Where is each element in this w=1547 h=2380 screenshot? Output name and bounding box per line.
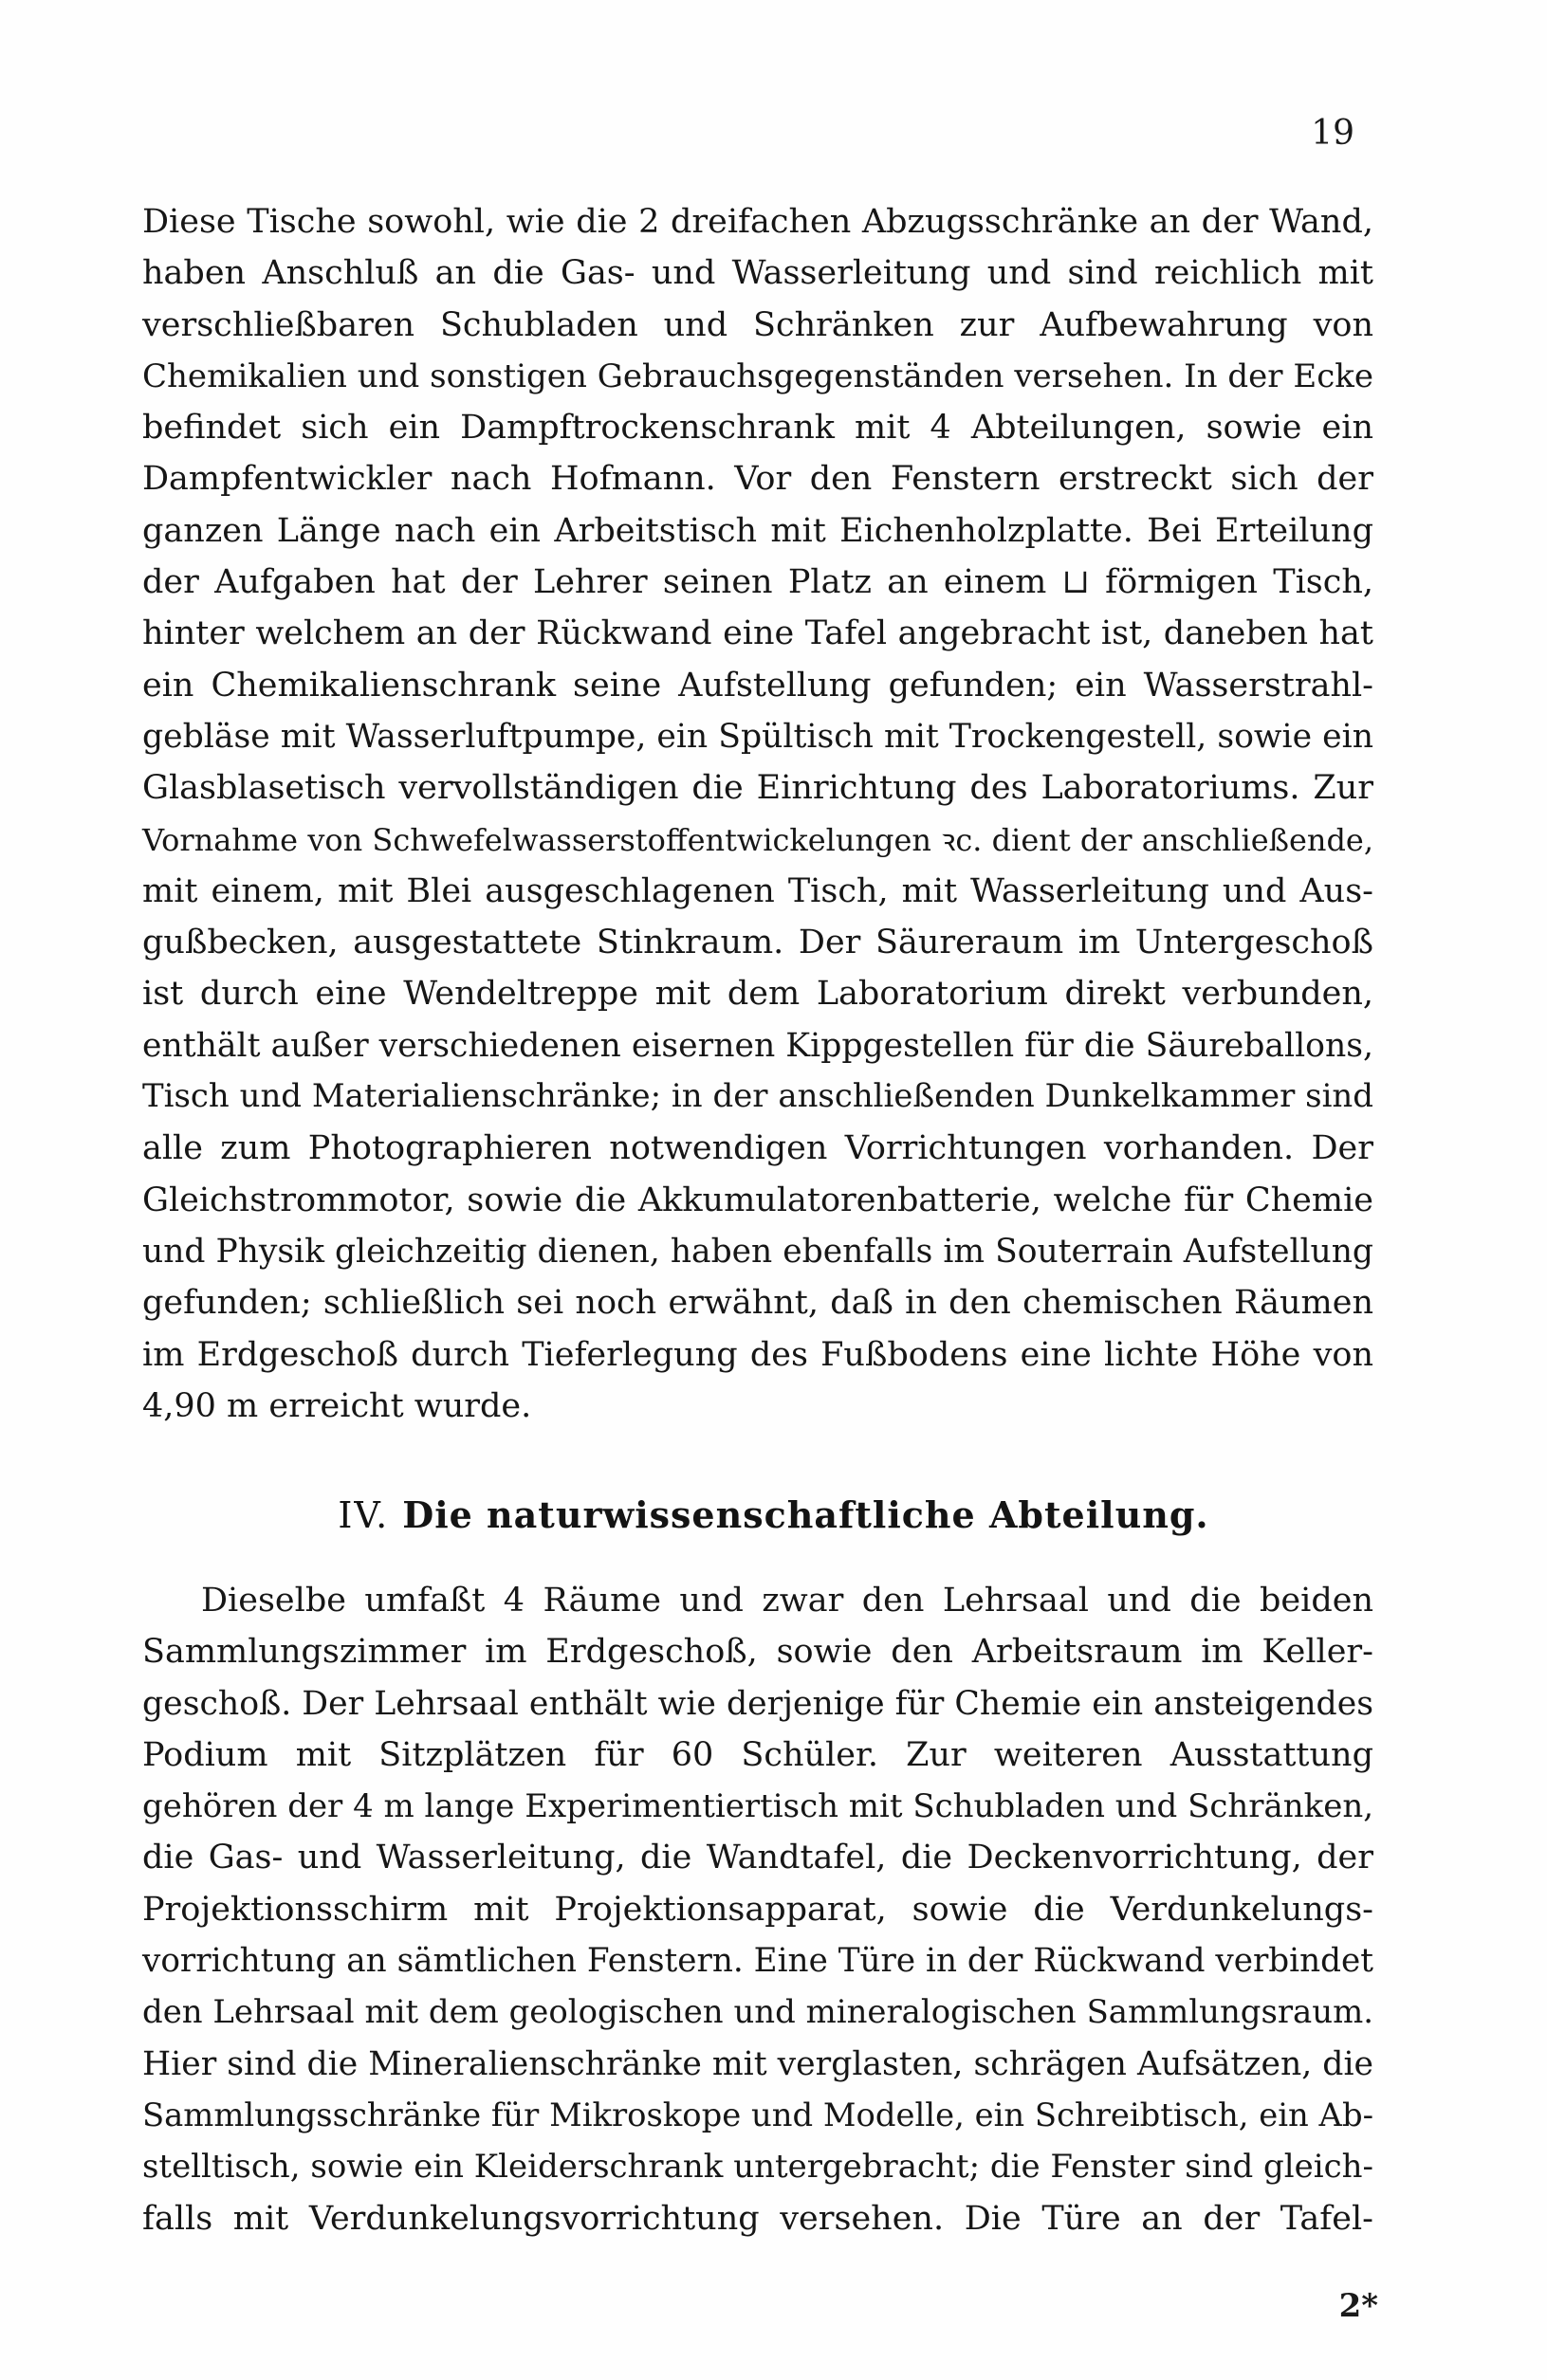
section-title: Die naturwissenschaftliche Abteilung. [402, 1493, 1209, 1536]
signature-mark: 2* [1338, 2287, 1378, 2325]
section-heading [0, 1493, 1547, 1536]
text-line: ein Chemikalienschrank seine Aufstellung gefunden; ein Wasserstrahl- [142, 666, 1373, 705]
text-line: gefunden; schließlich sei noch erwähnt, daß in den chemischen Räumen [142, 1284, 1373, 1323]
text-line: Sammlungsschränke für Mikroskope und Modelle, ein Schreibtisch, ein Ab- [142, 2096, 1373, 2133]
text-line: Projektionsschirm mit Projektionsapparat, sowie die Verdunkelungs- [142, 1890, 1373, 1929]
text-line: hinter welchem an der Rückwand eine Tafel angebracht ist, daneben hat [142, 614, 1373, 653]
text-line: im Erdgeschoß durch Tieferlegung des Fußbodens eine lichte Höhe von [142, 1335, 1373, 1374]
text-line: Hier sind die Mineralienschränke mit verglasten, schrägen Aufsätzen, die [142, 2044, 1373, 2083]
text-line: 4,90 m erreicht wurde. [142, 1386, 532, 1425]
text-line: Dampfentwickler nach Hofmann. Vor den Fenstern erstreckt sich der [142, 460, 1373, 499]
text-line: mit einem, mit Blei ausgeschlagenen Tisch, mit Wasserleitung und Aus- [142, 871, 1373, 910]
text-line: die Gas- und Wasserleitung, die Wandtafel, die Deckenvorrichtung, der [142, 1839, 1373, 1877]
text-line: Vornahme von Schwefelwasserstoffentwickelungen ꝛc. dient der anschließende, [142, 821, 1373, 858]
text-line: Gleichstrommotor, sowie die Akkumulatorenbatterie, welche für Chemie [142, 1181, 1373, 1219]
text-line: gehören der 4 m lange Experimentiertisch mit Schubladen und Schränken, [142, 1787, 1373, 1826]
text-line: der Aufgaben hat der Lehrer seinen Platz an einem ⊔ förmigen Tisch, [142, 563, 1373, 602]
text-line: Diese Tische sowohl, wie die 2 dreifachen Abzugsschränke an der Wand, [142, 203, 1373, 241]
text-line: Chemikalien und sonstigen Gebrauchsgegenständen versehen. In der Ecke [142, 357, 1373, 395]
text-line: Glasblasetisch vervollständigen die Einrichtung des Laboratoriums. Zur [142, 769, 1373, 808]
text-line: enthält außer verschiedenen eisernen Kippgestellen für die Säureballons, [142, 1026, 1373, 1065]
text-line: haben Anschluß an die Gas- und Wasserleitung und sind reichlich mit [142, 254, 1373, 293]
text-line: Podium mit Sitzplätzen für 60 Schüler. Zur weiteren Ausstattung [142, 1735, 1373, 1774]
text-line: alle zum Photographieren notwendigen Vorrichtungen vorhanden. Der [142, 1129, 1373, 1168]
text-line: Tisch und Materialienschränke; in der anschließenden Dunkelkammer sind [142, 1078, 1373, 1116]
paragraph-natural-science [142, 1575, 1373, 2244]
text-line: befindet sich ein Dampftrockenschrank mit 4 Abteilungen, sowie ein [142, 409, 1373, 448]
paragraph-laboratory [142, 196, 1373, 1432]
section-number: IV. [338, 1494, 390, 1536]
page-number: 19 [1311, 114, 1354, 153]
text-line: stelltisch, sowie ein Kleiderschrank untergebracht; die Fenster sind gleich- [142, 2148, 1373, 2187]
text-line: geschoß. Der Lehrsaal enthält wie derjenige für Chemie ein ansteigendes [142, 1684, 1373, 1723]
text-line: Dieselbe umfaßt 4 Räume und zwar den Lehrsaal und die beiden [201, 1582, 1373, 1620]
text-line: und Physik gleichzeitig dienen, haben ebenfalls im Souterrain Aufstellung [142, 1232, 1373, 1271]
text-line: falls mit Verdunkelungsvorrichtung versehen. Die Türe an der Tafel- [142, 2199, 1373, 2238]
text-line: Sammlungszimmer im Erdgeschoß, sowie den Arbeitsraum im Keller- [142, 1633, 1373, 1672]
text-line: ist durch eine Wendeltreppe mit dem Laboratorium direkt verbunden, [142, 975, 1373, 1014]
text-line: vorrichtung an sämtlichen Fenstern. Eine Türe in der Rückwand verbindet [142, 1942, 1373, 1981]
text-line: den Lehrsaal mit dem geologischen und mineralogischen Sammlungsraum. [142, 1993, 1373, 2031]
text-line: gußbecken, ausgestattete Stinkraum. Der Säureraum im Untergeschoß [142, 924, 1373, 962]
text-line: verschließbaren Schubladen und Schränken zur Aufbewahrung von [142, 305, 1373, 344]
text-line: gebläse mit Wasserluftpumpe, ein Spültisch mit Trockengestell, sowie ein [142, 717, 1373, 756]
text-line: ganzen Länge nach ein Arbeitstisch mit Eichenholzplatte. Bei Erteilung [142, 511, 1373, 550]
